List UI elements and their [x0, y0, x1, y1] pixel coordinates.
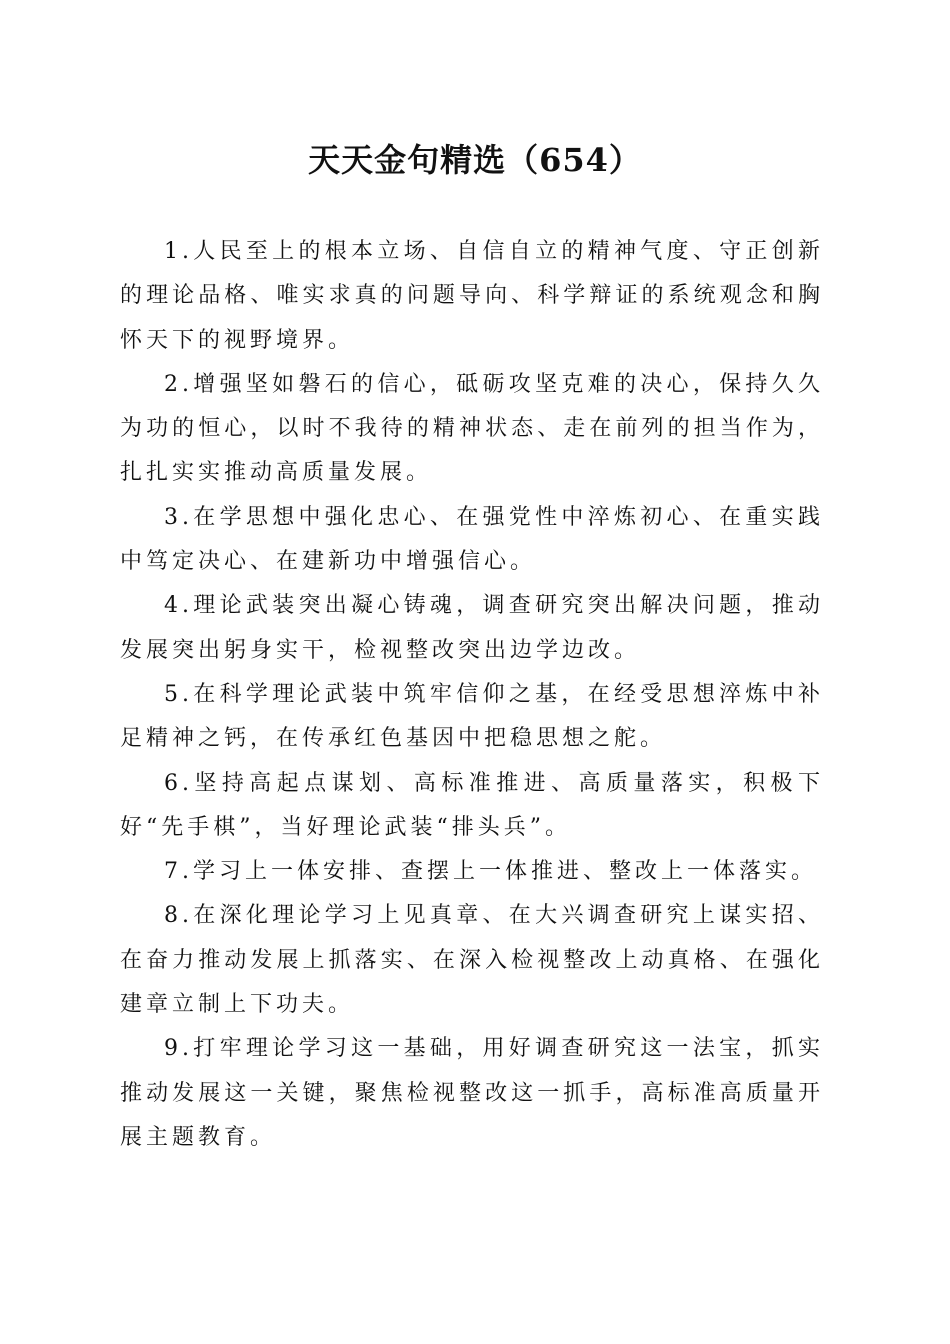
- paragraph-8: 8.在深化理论学习上见真章、在大兴调查研究上谋实招、在奋力推动发展上抓落实、在深入检视整改上动真格、在强化建章立制上下功夫。: [120, 903, 824, 1018]
- paragraph-2: 2.增强坚如磐石的信心，砥砺攻坚克难的决心，保持久久为功的恒心，以时不我待的精神状态、走在前列的担当作为，扎扎实实推动高质量发展。: [120, 371, 824, 486]
- paragraph-1: 1.人民至上的根本立场、自信自立的精神气度、守正创新的理论品格、唯实求真的问题导向、科学辩证的系统观念和胸怀天下的视野境界。: [120, 239, 824, 353]
- paragraph-6: 6.坚持高起点谋划、高标准推进、高质量落实，积极下好“先手棋”，当好理论武装“排头兵”。: [120, 770, 824, 840]
- document-title: 天天金句精选（654）: [308, 141, 642, 179]
- paragraph-4: 4.理论武装突出凝心铸魂，调查研究突出解决问题，推动发展突出躬身实干，检视整改突出边学边改。: [120, 593, 824, 663]
- paragraph-7: 7.学习上一体安排、查摆上一体推进、整改上一体落实。: [164, 859, 817, 885]
- paragraph-5: 5.在科学理论武装中筑牢信仰之基，在经受思想淬炼中补足精神之钙，在传承红色基因中把稳思想之舵。: [120, 681, 824, 752]
- paragraph-9: 9.打牢理论学习这一基础，用好调查研究这一法宝，抓实推动发展这一关键，聚焦检视整改这一抓手，高标准高质量开展主题教育。: [120, 1036, 824, 1150]
- document-body: [120, 230, 824, 1160]
- paragraph-3: 3.在学思想中强化忠心、在强党性中淬炼初心、在重实践中笃定决心、在建新功中增强信心。: [120, 504, 824, 575]
